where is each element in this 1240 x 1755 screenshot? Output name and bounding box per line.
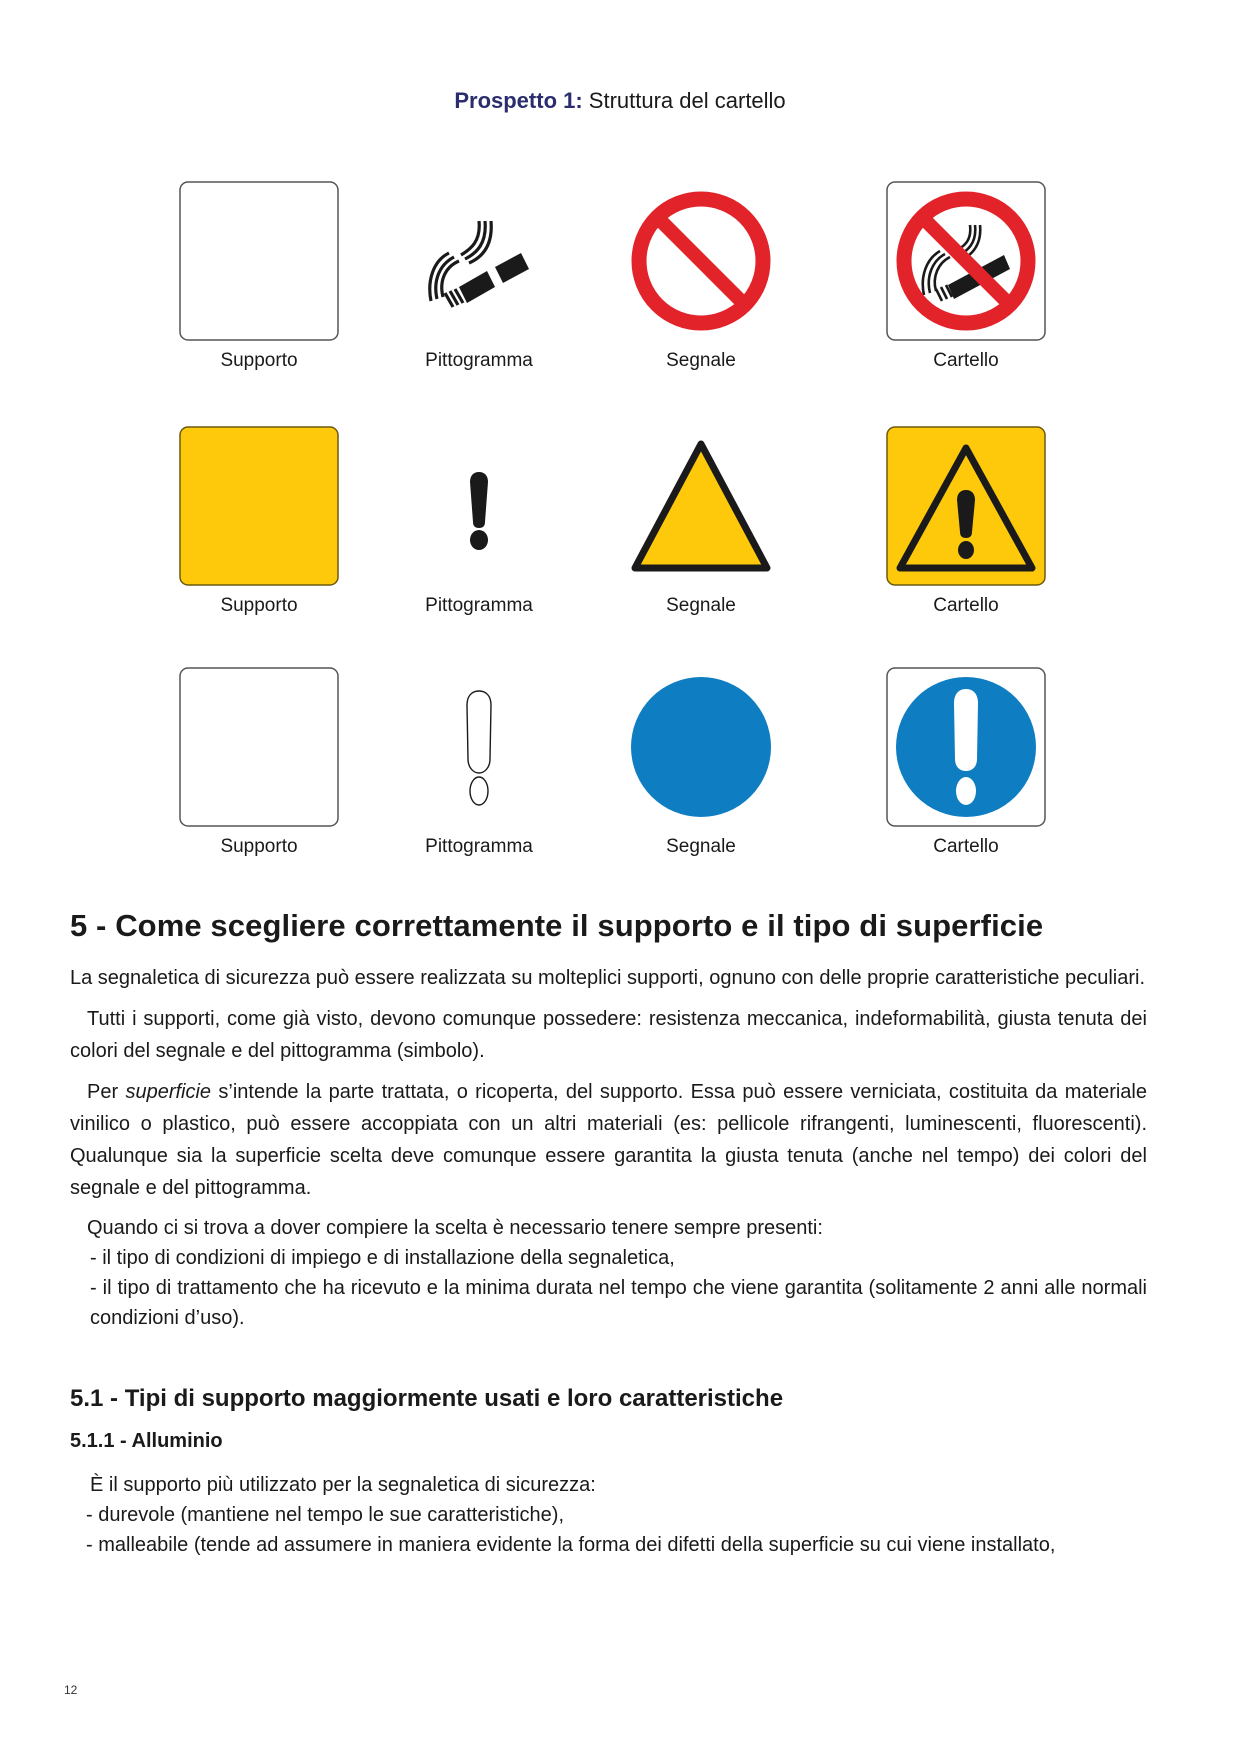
requirements-list [70,1213,1147,1333]
cell-label: Supporto [220,836,298,857]
grid-cell-pittogramma-row2 [379,426,579,617]
cell-label: Cartello [933,836,999,857]
mandatory-action-sign-icon [886,667,1046,827]
subsection-heading: 5.1 - Tipi di supporto maggiormente usati e loro caratteristiche [70,1385,784,1412]
exclamation-mark-icon [399,426,559,586]
paragraph-text: Per [87,1081,126,1103]
blue-circle-icon [621,667,781,827]
table-caption [0,88,1240,114]
grid-cell-pittogramma-row3 [379,667,579,858]
prohibition-circle-icon [621,181,781,341]
grid-cell-cartello-row3 [866,667,1066,858]
cell-label: Segnale [666,595,736,616]
cell-label: Cartello [933,350,999,371]
section-body [70,962,1147,1333]
aluminium-list [70,1470,1147,1560]
general-warning-sign-icon [886,426,1046,586]
section-heading: 5 - Come scegliere correttamente il supporto e il tipo di superficie [70,908,1044,943]
subsubsection-heading: 5.1.1 - Alluminio [70,1430,223,1452]
grid-cell-segnale-row2 [601,426,801,617]
list-item: - il tipo di condizioni di impiego e di installazione della segnaletica, [90,1247,675,1269]
list-item: - il tipo di trattamento che ha ricevuto e la minima durata nel tempo che viene garantita (solitamente 2 anni alle normali condizioni d’uso). [90,1277,1147,1329]
cell-label: Segnale [666,350,736,371]
grid-cell-supporto-row1 [159,181,359,372]
paragraph: Tutti i supporti, come già visto, devono comunque possedere: resistenza meccanica, indeformabilità, giusta tenuta dei colori del segnale e del pittogramma (simbolo). [70,1008,1147,1062]
no-smoking-sign-icon [886,181,1046,341]
list-item: - malleabile (tende ad assumere in maniera evidente la forma dei difetti della superficie su cui viene installato, [86,1534,1056,1556]
paragraph [70,1076,1147,1204]
page-number: 12 [64,1683,78,1697]
cell-label: Pittogramma [425,350,533,371]
white-support-square-icon [179,181,339,341]
cell-label: Segnale [666,836,736,857]
caption-label: Prospetto 1: [454,88,583,113]
cell-label: Pittogramma [425,595,533,616]
outline-exclamation-mark-icon [399,667,559,827]
cell-label: Pittogramma [425,836,533,857]
cell-label: Supporto [220,595,298,616]
grid-cell-segnale-row1 [601,181,801,372]
white-support-square-icon [179,667,339,827]
grid-cell-segnale-row3 [601,667,801,858]
list-intro: Quando ci si trova a dover compiere la scelta è necessario tenere sempre presenti: [87,1217,823,1239]
grid-cell-supporto-row3 [159,667,359,858]
yellow-support-square-icon [179,426,339,586]
grid-cell-cartello-row2 [866,426,1066,617]
paragraph-text: s’intende la parte trattata, o ricoperta, del supporto. Essa può essere verniciata, costituita da materiale vinilico o plastico, può essere accoppiata con un altri materiali (es: pellicole rifrangenti, luminescenti, fluorescenti). Qualunque sia la superficie scelta deve comunque essere garantita la giusta tenuta (anche nel tempo) dei colori del segnale e del pittogramma. [70,1081,1147,1199]
grid-cell-pittogramma-row1 [379,181,579,372]
grid-cell-supporto-row2 [159,426,359,617]
list-item: - durevole (mantiene nel tempo le sue caratteristiche), [86,1504,565,1526]
warning-triangle-icon [621,426,781,586]
cigarette-smoking-icon [399,181,559,341]
cell-label: Supporto [220,350,298,371]
caption-text: Struttura del cartello [582,88,786,113]
cell-label: Cartello [933,595,999,616]
emphasized-term: superficie [125,1081,212,1103]
paragraph: La segnaletica di sicurezza può essere realizzata su molteplici supporti, ognuno con delle proprie caratteristiche peculiari. [70,967,1146,989]
grid-cell-cartello-row1 [866,181,1066,372]
list-intro: È il supporto più utilizzato per la segnaletica di sicurezza: [90,1474,596,1496]
